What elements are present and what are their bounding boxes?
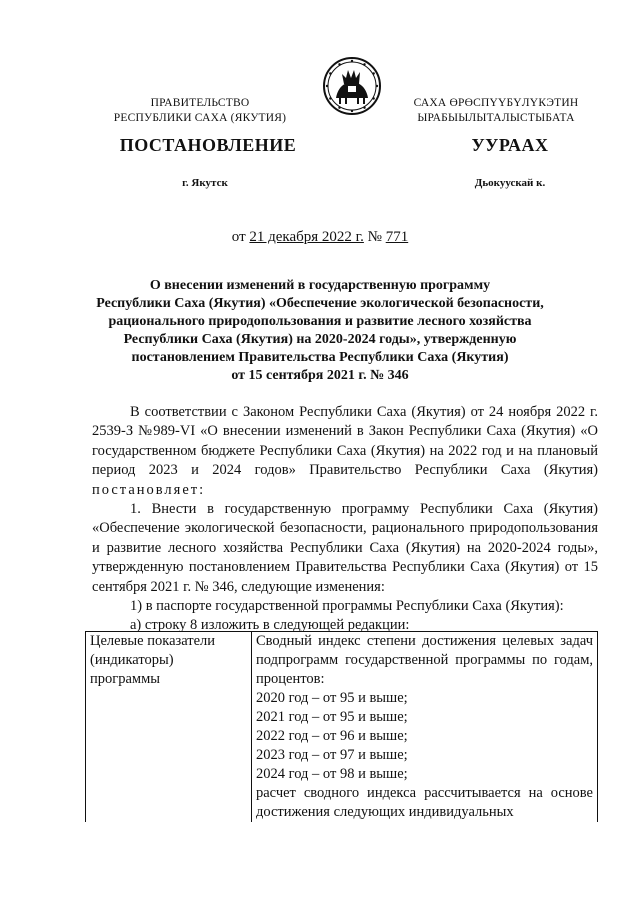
indicator-year-line: 2024 год – от 98 и выше; <box>256 766 408 782</box>
paragraph-subitem-a: а) строку 8 изложить в следующей редакции: <box>130 617 410 634</box>
heading-line: рационального природопользования и развитие лесного хозяйства <box>108 314 532 329</box>
paragraph-subitem-1: 1) в паспорте государственной программы Республики Саха (Якутия): <box>130 598 564 615</box>
heading-line: О внесении изменений в государственную программу <box>149 278 491 293</box>
government-name-yakut-line-2: ЫРАБЫЫЛЫТАЛЫСТЫБАТА <box>417 112 575 124</box>
city-yakut: Дьокуускай к. <box>474 177 546 189</box>
paragraph-preamble <box>92 403 598 500</box>
resolves-word: постановляет: <box>92 481 206 498</box>
document-type-russian: ПОСТАНОВЛЕНИЕ <box>119 135 297 155</box>
passport-table <box>85 631 598 822</box>
table-row <box>86 632 598 823</box>
number-sign: № <box>363 229 386 245</box>
indicator-label-cell <box>86 632 252 823</box>
heading-line: от 15 сентября 2021 г. № 346 <box>231 368 409 383</box>
indicator-label-line: программы <box>90 671 160 687</box>
government-name-line-2: РЕСПУБЛИКИ САХА (ЯКУТИЯ) <box>113 112 287 124</box>
government-name-yakut-line-1: САХА ӨРӨСПҮҮБҮЛҮКЭТИН <box>413 97 579 109</box>
indicator-label-line: Целевые показатели <box>90 633 216 649</box>
city-russian: г. Якутск <box>182 177 228 189</box>
indicator-year-line: 2020 год – от 95 и выше; <box>256 690 408 706</box>
heading-line: Республики Саха (Якутия) на 2020-2024 годы», утвержденную <box>123 332 517 347</box>
document-date-number <box>0 229 640 246</box>
indicator-calculation-note: расчет сводного индекса рассчитывается на основе достижения следующих индивидуальных <box>256 785 593 820</box>
document-number: 771 <box>385 229 409 245</box>
yakutia-coat-of-arms-icon <box>322 56 382 116</box>
indicator-value-cell <box>252 632 598 823</box>
heading-line: Республики Саха (Якутия) «Обеспечение экологической безопасности, <box>96 296 544 311</box>
date-prefix: от <box>231 229 250 245</box>
heading-line: постановлением Правительства Республики Саха (Якутия) <box>131 350 509 365</box>
document-body <box>92 403 598 636</box>
preamble-text: В соответствии с Законом Республики Саха (Якутия) от 24 ноября 2022 г. 2539-З №989-VI «О внесении изменений в Закон Республики Саха (Якутия) «О государственном бюджете Республики Саха (Якутия) на 2022 год и на плановый период 2023 и 2024 годов» Правительство Республики Саха (Якутия) <box>92 404 598 479</box>
government-name-russian <box>100 96 300 126</box>
government-name-yakut <box>390 96 602 126</box>
indicator-year-line: 2021 год – от 95 и выше; <box>256 709 408 725</box>
document-type-yakut: УУРААХ <box>471 135 549 155</box>
paragraph-item-1: 1. Внести в государственную программу Республики Саха (Якутия) «Обеспечение экологической безопасности, рационального природопользования и развитие лесного хозяйства Республики Саха (Якутия) на 2020-2024 годы», утвержденную постановлением Правительства Республики Саха (Якутия) от 15 сентября 2021 г. № 346, следующие изменения: <box>92 501 598 595</box>
government-name-line-1: ПРАВИТЕЛЬСТВО <box>150 97 250 109</box>
indicator-year-line: 2023 год – от 97 и выше; <box>256 747 408 763</box>
document-heading <box>90 277 550 385</box>
indicator-label-line: (индикаторы) <box>90 652 174 668</box>
document-date: 21 декабря 2022 г. <box>249 229 364 245</box>
indicator-year-line: 2022 год – от 96 и выше; <box>256 728 408 744</box>
indicator-description: Сводный индекс степени достижения целевых задач подпрограмм государственной программы по годам, процентов: <box>256 633 593 687</box>
